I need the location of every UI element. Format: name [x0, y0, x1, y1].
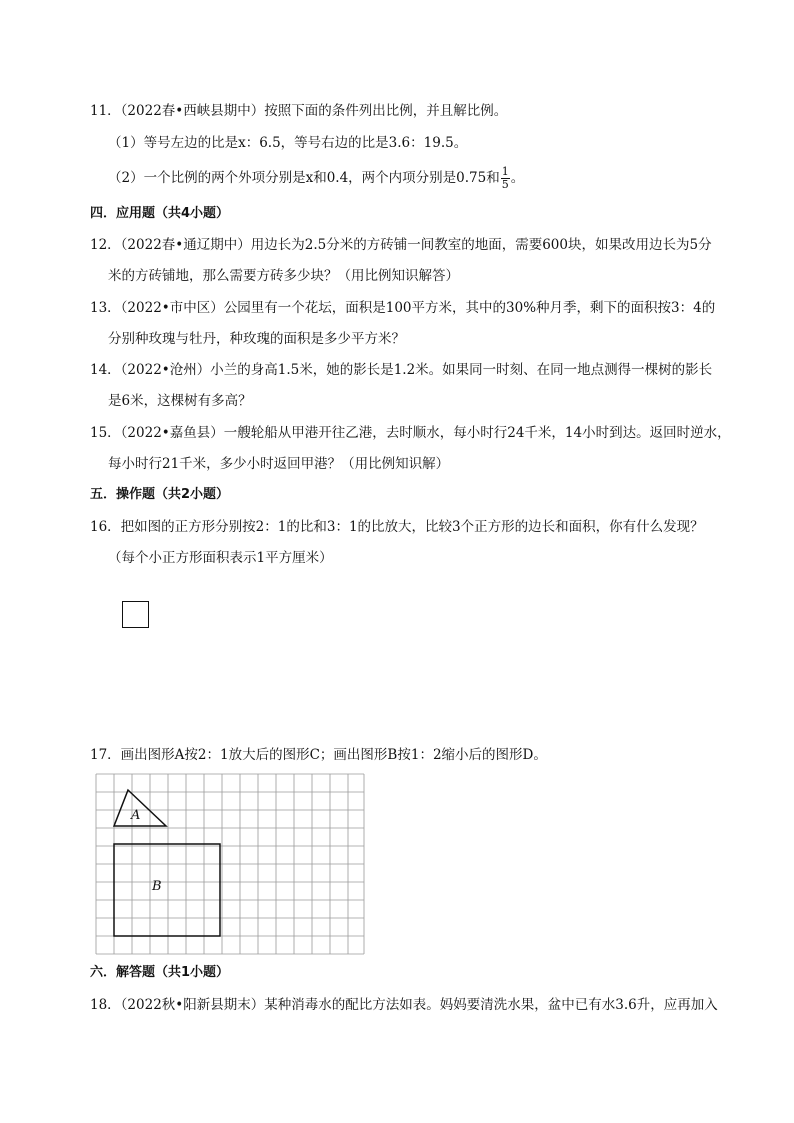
question-11-part-2	[108, 166, 524, 191]
section-4-heading: 四．应用题（共4小题）	[90, 206, 230, 221]
question-14-line-2: 是6米，这棵树有多高？	[108, 393, 252, 409]
unit-square-figure	[122, 601, 149, 628]
question-16-line-1: 16．把如图的正方形分别按2：1的比和3：1的比放大，比较3个正方形的边长和面积，你有什么发现？	[90, 519, 704, 535]
question-11-part-2-end: 。	[510, 170, 525, 186]
fraction-numerator: 1	[501, 165, 509, 178]
label-a: A	[131, 808, 141, 823]
question-18-line-1: 18．（2022秋•阳新县期末）某种消毒水的配比方法如表。妈妈要清洗水果，盆中已有水3.6升，应再加入	[90, 997, 718, 1013]
question-11-part-2-text: （2）一个比例的两个外项分别是x和0.4，两个内项分别是0.75和	[108, 170, 500, 186]
question-15-line-1: 15．（2022•嘉鱼县）一艘轮船从甲港开往乙港，去时顺水，每小时行24千米，14小时到达。返回时逆水，	[90, 425, 731, 441]
question-12-line-1: 12．（2022春•通辽期中）用边长为2.5分米的方砖铺一间教室的地面，需要600块，如果改用边长为5分	[90, 237, 712, 253]
section-5-heading: 五．操作题（共2小题）	[90, 487, 230, 502]
question-13-line-2: 分别种玫瑰与牡丹，种玫瑰的面积是多少平方米？	[108, 331, 405, 347]
grid-lines	[96, 774, 364, 954]
question-11-title: 11．（2022春•西峡县期中）按照下面的条件列出比例，并且解比例。	[90, 103, 508, 119]
question-16-line-2: （每个小正方形面积表示1平方厘米）	[108, 550, 333, 566]
graph-paper-figure	[94, 772, 366, 958]
question-11-part-1: （1）等号左边的比是x：6.5，等号右边的比是3.6：19.5。	[108, 135, 468, 151]
section-6-heading: 六．解答题（共1小题）	[90, 965, 230, 980]
label-b: B	[152, 879, 162, 894]
question-14-line-1: 14．（2022•沧州）小兰的身高1.5米，她的影长是1.2米。如果同一时刻、在同一地点测得一棵树的影长	[90, 362, 713, 378]
question-17-line-1: 17．画出图形A按2：1放大后的图形C；画出图形B按1：2缩小后的图形D。	[90, 747, 547, 763]
fraction-one-fifth	[501, 166, 510, 191]
question-13-line-1: 13．（2022•市中区）公园里有一个花坛，面积是100平方米，其中的30%种月季，剩下的面积按3：4的	[90, 300, 716, 316]
fraction-denominator: 5	[501, 178, 509, 191]
question-12-line-2: 米的方砖铺地，那么需要方砖多少块？（用比例知识解答）	[108, 268, 459, 284]
question-15-line-2: 每小时行21千米，多少小时返回甲港？（用比例知识解）	[108, 456, 450, 472]
